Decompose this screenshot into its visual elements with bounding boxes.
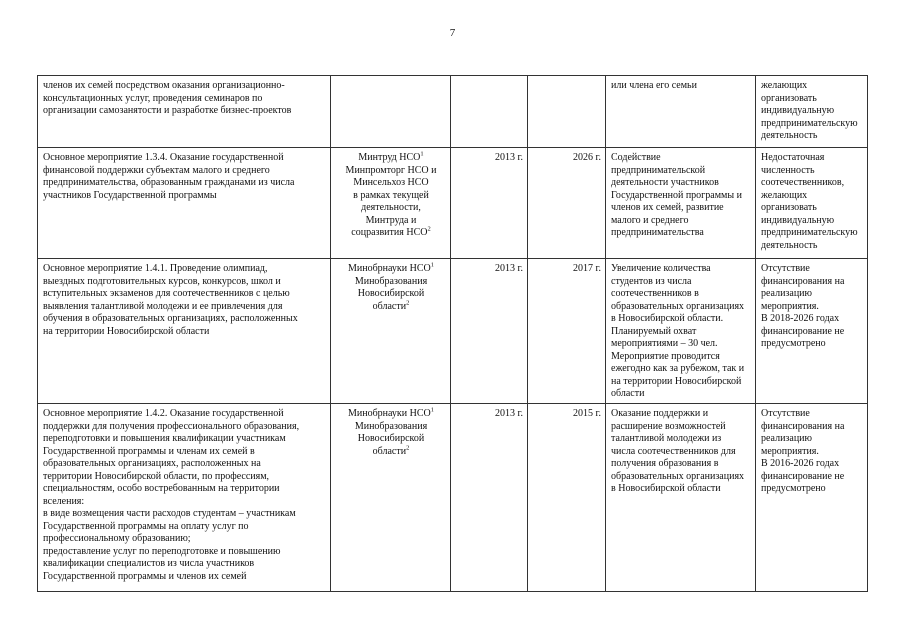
cell-line: мероприятия. — [761, 300, 819, 312]
cell-line: образовательных организациях — [611, 300, 745, 312]
cell-line: образовательных организациях — [611, 470, 745, 482]
cell-line — [336, 421, 446, 434]
cell-line: финансирование не — [761, 470, 845, 482]
cell-line: Основное мероприятие 1.4.2. Оказание государственной — [43, 408, 284, 419]
footnote-marker: 2 — [406, 299, 410, 307]
table-row — [38, 76, 868, 148]
cell-line: консультационных услуг, проведения семинаров по — [43, 92, 263, 104]
cell-line: обучения в образовательных организациях, расположенных — [43, 313, 298, 324]
cell-line: талантливой молодежи из — [611, 433, 722, 444]
cell-line-text: области — [372, 445, 407, 457]
cell-line: территории Новосибирской области, по профессиям, — [43, 470, 270, 482]
cell-line: Планируемый охват — [611, 325, 697, 337]
cell-line: реализацию — [761, 433, 812, 444]
cell-line: индивидуальную — [761, 214, 835, 226]
cell-line: деятельности участников — [611, 177, 719, 188]
cell-line-text: Минобразования — [354, 420, 428, 432]
cell-line: области — [611, 388, 645, 399]
cell-line: предпринимательскую — [761, 117, 858, 129]
cell-line — [336, 288, 446, 301]
page-number: 7 — [449, 27, 456, 39]
cell-line: финансирование не — [761, 325, 845, 337]
cell-line-text: Минтруд НСО — [358, 152, 421, 163]
cell-line: профессиональному образованию; — [43, 533, 191, 544]
cell-line: Государственной программы и членам их семей в — [43, 445, 255, 457]
cell-line: вступительных экзаменов для соотечественников с целью — [43, 288, 290, 299]
start-year-cell — [451, 76, 528, 148]
cell-line: В 2018-2026 годах — [761, 313, 840, 324]
result-cell — [606, 76, 756, 148]
cell-line: предусмотрено — [761, 338, 826, 349]
activity-cell — [38, 259, 331, 404]
result-cell — [606, 148, 756, 259]
risk-cell — [756, 148, 868, 259]
cell-line: мероприятиями – 30 чел. — [611, 338, 718, 349]
cell-line: индивидуальную — [761, 105, 835, 116]
cell-line: предпринимательской — [611, 164, 706, 176]
cell-line — [336, 446, 446, 459]
start-year-cell: 2013 г. — [451, 404, 528, 592]
cell-line — [336, 202, 446, 215]
cell-line: ежегодно как за рубежом, так и — [611, 363, 745, 374]
cell-line: численность — [761, 164, 815, 176]
cell-line-text: Минсельхоз НСО — [353, 177, 429, 188]
footnote-marker: 1 — [430, 406, 435, 414]
cell-line: Содействие — [611, 152, 661, 163]
cell-line: в виде возмещения части расходов студентам – участникам — [43, 508, 296, 519]
cell-line: деятельность — [761, 239, 818, 251]
cell-line — [336, 433, 446, 446]
start-year-cell: 2013 г. — [451, 259, 528, 404]
cell-line: Государственной программы и — [611, 189, 742, 201]
cell-line-text: области — [372, 300, 407, 312]
cell-line: желающих — [761, 189, 808, 201]
cell-line-text: Минтруда и — [365, 214, 417, 226]
cell-line: предпринимательскую — [761, 227, 858, 238]
cell-line: выездных подготовительных курсов, конкурсов, школ и — [43, 275, 281, 287]
start-year-cell: 2013 г. — [451, 148, 528, 259]
cell-line: студентов из числа — [611, 275, 692, 287]
executor-cell — [331, 76, 451, 148]
cell-line: на территории Новосибирской области — [43, 325, 210, 337]
result-cell — [606, 259, 756, 404]
cell-line: членов их семей посредством оказания организационно- — [43, 80, 285, 91]
cell-line: реализацию — [761, 288, 812, 299]
cell-line: финансирования на — [761, 275, 845, 287]
cell-line: членов их семей, развитие — [611, 202, 724, 213]
table-row — [38, 259, 868, 404]
cell-line: Оказание поддержки и — [611, 408, 709, 419]
cell-line: квалификации специалистов из числа участников — [43, 558, 255, 569]
cell-line: Отсутствие — [761, 263, 810, 274]
cell-line: в Новосибирской области — [611, 483, 721, 494]
cell-line: финансовой поддержки субъектам малого и среднего — [43, 164, 270, 176]
risk-cell — [756, 404, 868, 592]
cell-line: организовать — [761, 202, 817, 213]
activity-cell — [38, 404, 331, 592]
cell-line: Отсутствие — [761, 408, 810, 419]
cell-line: образовательных организациях, расположенных на — [43, 458, 261, 469]
program-activities-table — [37, 75, 868, 592]
cell-line: специальностям, особо востребованным на территории — [43, 483, 280, 494]
cell-line-text: Минобрнауки НСО — [347, 408, 431, 419]
cell-line: участников Государственной программы — [43, 189, 217, 201]
cell-line-text: Минобразования — [354, 275, 428, 287]
cell-line-text: Минобрнауки НСО — [347, 263, 431, 274]
cell-line: Увеличение количества — [611, 263, 711, 274]
cell-line: вселения: — [43, 495, 85, 507]
cell-line: числа соотечественников для — [611, 445, 736, 457]
cell-line: организовать — [761, 92, 817, 104]
cell-line: предпринимательства, образованным гражданами из числа — [43, 177, 295, 188]
cell-line: переподготовки и повышения квалификации участникам — [43, 433, 286, 444]
cell-line-text: Новосибирской — [357, 433, 425, 444]
cell-line: поддержки для получения профессионального образования, — [43, 420, 300, 432]
cell-line-text: соцразвития НСО — [351, 227, 428, 238]
cell-line: на территории Новосибирской — [611, 375, 742, 387]
cell-line: получения образования в — [611, 458, 719, 469]
cell-line: предпринимательства — [611, 227, 704, 238]
risk-cell — [756, 259, 868, 404]
end-year-cell: 2026 г. — [528, 148, 606, 259]
cell-line: или члена его семьи — [611, 80, 697, 91]
cell-line: Мероприятие проводится — [611, 350, 720, 362]
cell-line-text: деятельности, — [361, 202, 421, 213]
cell-line: Государственной программы и членов их семей — [43, 570, 247, 582]
cell-line — [336, 190, 446, 203]
end-year-cell — [528, 76, 606, 148]
table-row — [38, 148, 868, 259]
cell-line: в Новосибирской области. — [611, 313, 724, 324]
footnote-marker: 1 — [430, 261, 435, 269]
footnote-marker: 2 — [427, 225, 431, 233]
cell-line — [336, 276, 446, 289]
cell-line: малого и среднего — [611, 214, 689, 226]
cell-line: В 2016-2026 годах — [761, 458, 840, 469]
cell-line: Основное мероприятие 1.4.1. Проведение олимпиад, — [43, 263, 268, 274]
cell-line — [336, 165, 446, 178]
cell-line-text: Минпромторг НСО и — [345, 164, 437, 176]
cell-line-text: в рамках текущей — [353, 189, 429, 201]
end-year-cell: 2015 г. — [528, 404, 606, 592]
cell-line: деятельность — [761, 130, 818, 141]
activity-cell — [38, 148, 331, 259]
cell-line — [336, 177, 446, 190]
footnote-marker: 2 — [406, 444, 410, 452]
activity-cell — [38, 76, 331, 148]
cell-line: выявления талантливой молодежи и ее привлечения для — [43, 300, 283, 312]
cell-line-text: Новосибирской — [357, 288, 425, 299]
cell-line: соотечественников, — [761, 177, 845, 188]
cell-line: Недостаточная — [761, 152, 825, 163]
executor-cell — [331, 404, 451, 592]
cell-line: мероприятия. — [761, 445, 819, 457]
cell-line: организации самозанятости и разработке бизнес-проектов — [43, 105, 292, 116]
cell-line — [336, 227, 446, 240]
end-year-cell: 2017 г. — [528, 259, 606, 404]
cell-line — [336, 408, 446, 421]
cell-line: финансирования на — [761, 420, 845, 432]
cell-line: расширение возможностей — [611, 420, 726, 432]
cell-line — [336, 301, 446, 314]
cell-line — [336, 152, 446, 165]
cell-line: Основное мероприятие 1.3.4. Оказание государственной — [43, 152, 284, 163]
executor-cell — [331, 148, 451, 259]
cell-line: предоставление услуг по переподготовке и повышению — [43, 545, 281, 557]
table-row — [38, 404, 868, 592]
footnote-marker: 1 — [420, 150, 424, 158]
risk-cell — [756, 76, 868, 148]
cell-line: желающих — [761, 80, 808, 91]
cell-line: Государственной программы на оплату услуг по — [43, 520, 249, 532]
executor-cell — [331, 259, 451, 404]
result-cell — [606, 404, 756, 592]
cell-line: соотечественников в — [611, 288, 699, 299]
cell-line — [336, 263, 446, 276]
cell-line: предусмотрено — [761, 483, 826, 494]
